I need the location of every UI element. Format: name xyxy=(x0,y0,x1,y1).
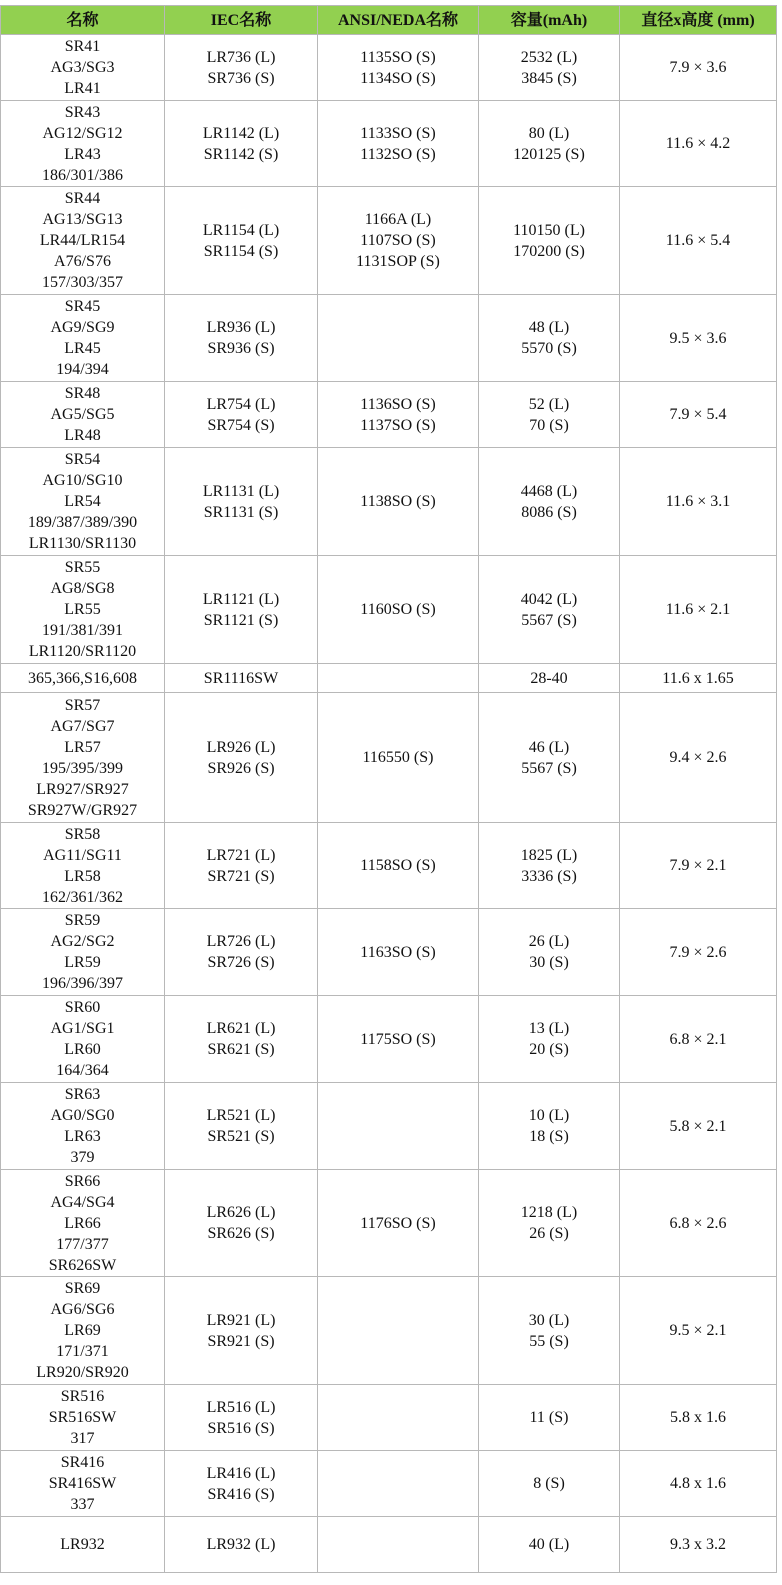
ansi-neda-cell xyxy=(318,1517,479,1573)
cell-text-line: SR48 xyxy=(64,385,101,402)
iec-name-cell xyxy=(165,556,318,664)
dimensions-cell xyxy=(620,187,777,295)
cell-text-line: 162/361/362 xyxy=(42,888,123,906)
name-cell xyxy=(1,382,165,448)
ansi-neda-cell xyxy=(318,448,479,556)
cell-text-line: 195/395/399 xyxy=(42,759,123,777)
battery-spec-table xyxy=(0,5,777,1573)
cell-text-line: 8086 (S) xyxy=(521,503,577,521)
cell-text-line: 7.9 × 2.6 xyxy=(669,943,727,961)
dimensions-cell xyxy=(620,1170,777,1277)
cell-text-line: 317 xyxy=(70,1430,95,1447)
cell-text-line: 164/364 xyxy=(56,1062,109,1079)
cell-text-line: LR927/SR927 xyxy=(36,780,129,798)
cell-text-line: LR58 xyxy=(64,867,101,885)
cell-text-line: 186/301/386 xyxy=(42,166,123,184)
cell-text-line: LR1142 (L) xyxy=(202,124,280,142)
cell-text-line: LR516 (L) xyxy=(206,1398,276,1416)
table-row xyxy=(1,448,777,556)
cell-text-line: SR54 xyxy=(64,451,101,468)
cell-text-line: 171/371 xyxy=(56,1343,109,1360)
cell-text-line: SR59 xyxy=(64,912,101,929)
name-cell xyxy=(1,1385,165,1451)
dimensions-cell xyxy=(620,664,777,693)
cell-text-line: AG4/SG4 xyxy=(50,1193,115,1211)
cell-text-line: 196/396/397 xyxy=(42,975,123,992)
header-name: 名称 xyxy=(1,6,165,35)
cell-text-line: SR1116SW xyxy=(203,669,279,687)
cell-text-line: 55 (S) xyxy=(529,1332,569,1350)
cell-text-line: SR621 (S) xyxy=(207,1041,275,1058)
cell-text-line: 5570 (S) xyxy=(521,340,577,357)
dimensions-cell xyxy=(620,909,777,996)
cell-text-line: 1158SO (S) xyxy=(360,857,436,874)
cell-text-line: LR41 xyxy=(64,80,101,97)
cell-text-line: 28-40 xyxy=(530,669,568,687)
cell-text-line: LR726 (L) xyxy=(206,933,276,950)
cell-text-line: SR927W/GR927 xyxy=(27,801,138,819)
name-cell xyxy=(1,823,165,909)
table-row xyxy=(1,664,777,693)
cell-text-line: 7.9 × 5.4 xyxy=(669,406,727,423)
table-row xyxy=(1,101,777,187)
cell-text-line: 3845 (S) xyxy=(521,69,577,87)
cell-text-line: SR1154 (S) xyxy=(203,242,279,260)
dimensions-cell xyxy=(620,35,777,101)
cell-text-line: LR921 (L) xyxy=(206,1311,276,1329)
iec-name-cell xyxy=(165,295,318,382)
cell-text-line: 9.5 × 2.1 xyxy=(669,1322,727,1339)
table-row xyxy=(1,1451,777,1517)
cell-text-line: SR736 (S) xyxy=(207,69,275,87)
cell-text-line: 1825 (L) xyxy=(520,846,578,864)
cell-text-line: 1163SO (S) xyxy=(360,943,436,961)
cell-text-line: SR921 (S) xyxy=(207,1332,275,1350)
dimensions-cell xyxy=(620,382,777,448)
ansi-neda-cell xyxy=(318,187,479,295)
cell-text-line: LR621 (L) xyxy=(206,1020,276,1037)
cell-text-line: 189/387/389/390 xyxy=(27,514,138,531)
cell-text-line: SR626 (S) xyxy=(207,1225,275,1242)
table-row xyxy=(1,1517,777,1573)
cell-text-line: 2532 (L) xyxy=(520,48,578,66)
header-ansi-neda-name: ANSI/NEDA名称 xyxy=(318,6,479,35)
cell-text-line: 170200 (S) xyxy=(513,242,585,260)
cell-text-line: 1136SO (S) xyxy=(360,395,436,413)
name-cell xyxy=(1,35,165,101)
dimensions-cell xyxy=(620,295,777,382)
cell-text-line: 70 (S) xyxy=(529,416,569,434)
cell-text-line: 177/377 xyxy=(56,1235,109,1253)
cell-text-line: 1160SO (S) xyxy=(360,601,436,618)
name-cell xyxy=(1,1517,165,1573)
cell-text-line: 26 (S) xyxy=(529,1225,569,1242)
ansi-neda-cell xyxy=(318,823,479,909)
cell-text-line: LR54 xyxy=(64,493,101,510)
cell-text-line: 8 (S) xyxy=(533,1475,565,1492)
cell-text-line: SR55 xyxy=(64,559,101,576)
cell-text-line: LR721 (L) xyxy=(206,846,276,864)
cell-text-line: 337 xyxy=(70,1496,95,1513)
ansi-neda-cell xyxy=(318,909,479,996)
cell-text-line: 13 (L) xyxy=(528,1020,570,1037)
dimensions-cell xyxy=(620,1083,777,1170)
cell-text-line: LR1121 (L) xyxy=(202,590,280,608)
cell-text-line: LR55 xyxy=(64,601,101,618)
cell-text-line: AG11/SG11 xyxy=(43,846,122,864)
capacity-cell xyxy=(479,448,620,556)
cell-text-line: 6.8 × 2.6 xyxy=(669,1214,727,1232)
cell-text-line: LR754 (L) xyxy=(206,395,276,413)
cell-text-line: SR57 xyxy=(64,696,101,714)
name-cell xyxy=(1,1170,165,1277)
dimensions-cell xyxy=(620,693,777,823)
cell-text-line: 6.8 × 2.1 xyxy=(669,1030,727,1048)
cell-text-line: SR936 (S) xyxy=(207,340,275,357)
cell-text-line: SR69 xyxy=(64,1280,101,1297)
header-iec-name: IEC名称 xyxy=(165,6,318,35)
cell-text-line: 52 (L) xyxy=(528,395,570,413)
cell-text-line: 1134SO (S) xyxy=(360,69,436,87)
name-cell xyxy=(1,1451,165,1517)
cell-text-line: 46 (L) xyxy=(528,738,570,756)
name-cell xyxy=(1,1277,165,1385)
cell-text-line: SR60 xyxy=(64,999,101,1016)
ansi-neda-cell xyxy=(318,1385,479,1451)
header-capacity: 容量(mAh) xyxy=(479,6,620,35)
table-row xyxy=(1,693,777,823)
cell-text-line: 9.3 x 3.2 xyxy=(670,1536,726,1553)
name-cell xyxy=(1,448,165,556)
iec-name-cell xyxy=(165,101,318,187)
cell-text-line: SR416 (S) xyxy=(207,1485,275,1503)
capacity-cell xyxy=(479,1170,620,1277)
cell-text-line: 191/381/391 xyxy=(42,622,123,639)
iec-name-cell xyxy=(165,35,318,101)
cell-text-line: 1137SO (S) xyxy=(360,416,436,434)
name-cell xyxy=(1,556,165,664)
name-cell xyxy=(1,295,165,382)
name-cell xyxy=(1,996,165,1083)
ansi-neda-cell xyxy=(318,693,479,823)
table-row xyxy=(1,1083,777,1170)
cell-text-line: 1176SO (S) xyxy=(360,1214,436,1232)
iec-name-cell xyxy=(165,996,318,1083)
cell-text-line: 11 (S) xyxy=(529,1409,569,1426)
cell-text-line: 48 (L) xyxy=(528,319,570,336)
iec-name-cell xyxy=(165,909,318,996)
cell-text-line: 30 (S) xyxy=(529,954,569,971)
cell-text-line: LR626 (L) xyxy=(206,1204,276,1221)
cell-text-line: LR736 (L) xyxy=(206,48,276,66)
capacity-cell xyxy=(479,693,620,823)
cell-text-line: 5.8 × 2.1 xyxy=(669,1117,727,1135)
cell-text-line: 26 (L) xyxy=(528,933,570,950)
table-row xyxy=(1,35,777,101)
iec-name-cell xyxy=(165,187,318,295)
name-cell xyxy=(1,101,165,187)
name-cell xyxy=(1,664,165,693)
capacity-cell xyxy=(479,909,620,996)
cell-text-line: 5.8 x 1.6 xyxy=(670,1409,726,1426)
cell-text-line: AG1/SG1 xyxy=(50,1020,115,1037)
cell-text-line: SR516 (S) xyxy=(207,1419,275,1437)
cell-text-line: 1138SO (S) xyxy=(360,493,436,510)
cell-text-line: 11.6 × 4.2 xyxy=(665,135,731,152)
capacity-cell xyxy=(479,823,620,909)
iec-name-cell xyxy=(165,823,318,909)
cell-text-line: 1166A (L) xyxy=(364,211,432,228)
cell-text-line: 11.6 × 3.1 xyxy=(665,493,731,510)
cell-text-line: SR63 xyxy=(64,1086,101,1103)
cell-text-line: 1135SO (S) xyxy=(360,48,436,66)
table-row xyxy=(1,382,777,448)
cell-text-line: LR63 xyxy=(64,1128,101,1145)
cell-text-line: 20 (S) xyxy=(529,1041,569,1058)
capacity-cell xyxy=(479,101,620,187)
ansi-neda-cell xyxy=(318,101,479,187)
cell-text-line: SR926 (S) xyxy=(207,759,275,777)
cell-text-line: LR1131 (L) xyxy=(202,482,280,500)
cell-text-line: AG13/SG13 xyxy=(42,211,123,228)
cell-text-line: AG5/SG5 xyxy=(50,406,115,423)
iec-name-cell xyxy=(165,1083,318,1170)
capacity-cell xyxy=(479,1451,620,1517)
cell-text-line: 1132SO (S) xyxy=(360,145,436,163)
cell-text-line: 116550 (S) xyxy=(362,749,434,766)
table-row xyxy=(1,823,777,909)
ansi-neda-cell xyxy=(318,1170,479,1277)
cell-text-line: SR43 xyxy=(64,103,101,121)
ansi-neda-cell xyxy=(318,1083,479,1170)
cell-text-line: LR59 xyxy=(64,954,101,971)
cell-text-line: SR41 xyxy=(64,38,101,55)
cell-text-line: 11.6 × 2.1 xyxy=(665,601,731,618)
dimensions-cell xyxy=(620,1451,777,1517)
cell-text-line: LR43 xyxy=(64,145,101,163)
cell-text-line: 4.8 x 1.6 xyxy=(670,1475,726,1492)
cell-text-line: SR1142 (S) xyxy=(203,145,279,163)
cell-text-line: A76/S76 xyxy=(54,253,111,270)
cell-text-line: LR45 xyxy=(64,340,101,357)
cell-text-line: 5567 (S) xyxy=(521,611,577,629)
cell-text-line: SR44 xyxy=(64,190,101,207)
cell-text-line: 7.9 × 3.6 xyxy=(669,59,727,76)
dimensions-cell xyxy=(620,101,777,187)
iec-name-cell xyxy=(165,382,318,448)
cell-text-line: LR521 (L) xyxy=(206,1107,276,1124)
table-row xyxy=(1,187,777,295)
cell-text-line: LR416 (L) xyxy=(206,1464,276,1482)
cell-text-line: LR60 xyxy=(64,1041,101,1058)
table-row xyxy=(1,295,777,382)
cell-text-line: 80 (L) xyxy=(528,124,570,142)
ansi-neda-cell xyxy=(318,295,479,382)
ansi-neda-cell xyxy=(318,664,479,693)
capacity-cell xyxy=(479,187,620,295)
cell-text-line: AG0/SG0 xyxy=(50,1107,115,1124)
cell-text-line: 157/303/357 xyxy=(42,274,123,291)
cell-text-line: AG2/SG2 xyxy=(50,933,115,950)
cell-text-line: 11.6 x 1.65 xyxy=(662,669,734,687)
iec-name-cell xyxy=(165,1277,318,1385)
cell-text-line: 5567 (S) xyxy=(521,759,577,777)
cell-text-line: LR66 xyxy=(64,1214,101,1232)
dimensions-cell xyxy=(620,996,777,1083)
capacity-cell xyxy=(479,1385,620,1451)
name-cell xyxy=(1,693,165,823)
iec-name-cell xyxy=(165,1170,318,1277)
cell-text-line: LR920/SR920 xyxy=(36,1364,129,1381)
cell-text-line: SR721 (S) xyxy=(207,867,275,885)
capacity-cell xyxy=(479,1517,620,1573)
cell-text-line: 194/394 xyxy=(56,361,109,378)
table-header-row xyxy=(1,6,777,35)
capacity-cell xyxy=(479,35,620,101)
cell-text-line: 1218 (L) xyxy=(520,1204,578,1221)
table-row xyxy=(1,1170,777,1277)
cell-text-line: AG3/SG3 xyxy=(50,59,115,76)
cell-text-line: AG12/SG12 xyxy=(42,124,123,142)
cell-text-line: SR416SW xyxy=(48,1475,117,1492)
dimensions-cell xyxy=(620,1277,777,1385)
cell-text-line: SR626SW xyxy=(48,1256,117,1274)
cell-text-line: LR936 (L) xyxy=(206,319,276,336)
cell-text-line: 40 (L) xyxy=(528,1536,570,1553)
cell-text-line: SR416 xyxy=(60,1454,105,1471)
name-cell xyxy=(1,187,165,295)
cell-text-line: SR516 xyxy=(60,1388,105,1405)
cell-text-line: LR69 xyxy=(64,1322,101,1339)
dimensions-cell xyxy=(620,556,777,664)
ansi-neda-cell xyxy=(318,35,479,101)
capacity-cell xyxy=(479,996,620,1083)
capacity-cell xyxy=(479,1277,620,1385)
cell-text-line: AG9/SG9 xyxy=(50,319,115,336)
cell-text-line: 10 (L) xyxy=(528,1107,570,1124)
iec-name-cell xyxy=(165,1517,318,1573)
cell-text-line: SR521 (S) xyxy=(207,1128,275,1145)
dimensions-cell xyxy=(620,1385,777,1451)
cell-text-line: SR516SW xyxy=(48,1409,117,1426)
capacity-cell xyxy=(479,1083,620,1170)
table-row xyxy=(1,556,777,664)
capacity-cell xyxy=(479,664,620,693)
cell-text-line: LR48 xyxy=(64,427,101,444)
capacity-cell xyxy=(479,556,620,664)
cell-text-line: LR932 xyxy=(60,1536,105,1553)
cell-text-line: 1131SOP (S) xyxy=(356,253,440,270)
cell-text-line: AG10/SG10 xyxy=(42,472,123,489)
ansi-neda-cell xyxy=(318,996,479,1083)
cell-text-line: LR57 xyxy=(64,738,101,756)
cell-text-line: SR45 xyxy=(64,298,101,315)
cell-text-line: SR726 (S) xyxy=(207,954,275,971)
name-cell xyxy=(1,1083,165,1170)
cell-text-line: SR1131 (S) xyxy=(203,503,279,521)
cell-text-line: 365,366,S16,608 xyxy=(28,669,137,687)
cell-text-line: 110150 (L) xyxy=(513,221,585,239)
cell-text-line: SR754 (S) xyxy=(207,416,275,434)
cell-text-line: LR44/LR154 xyxy=(39,232,126,249)
dimensions-cell xyxy=(620,823,777,909)
table-row xyxy=(1,1385,777,1451)
cell-text-line: 30 (L) xyxy=(528,1311,570,1329)
cell-text-line: LR1154 (L) xyxy=(202,221,280,239)
cell-text-line: LR926 (L) xyxy=(206,738,276,756)
cell-text-line: LR1130/SR1130 xyxy=(28,535,137,552)
ansi-neda-cell xyxy=(318,382,479,448)
table-row xyxy=(1,1277,777,1385)
cell-text-line: 18 (S) xyxy=(529,1128,569,1145)
cell-text-line: AG6/SG6 xyxy=(50,1301,115,1318)
cell-text-line: AG8/SG8 xyxy=(50,580,115,597)
cell-text-line: SR66 xyxy=(64,1172,101,1190)
header-dimensions: 直径x高度 (mm) xyxy=(620,6,777,35)
table-body xyxy=(1,35,777,1573)
cell-text-line: 9.5 × 3.6 xyxy=(669,329,727,347)
cell-text-line: 4468 (L) xyxy=(520,482,578,500)
cell-text-line: 1107SO (S) xyxy=(360,232,436,249)
cell-text-line: 1133SO (S) xyxy=(360,124,436,142)
cell-text-line: LR932 (L) xyxy=(206,1536,276,1553)
cell-text-line: AG7/SG7 xyxy=(50,717,115,735)
cell-text-line: SR58 xyxy=(64,825,101,843)
cell-text-line: SR1121 (S) xyxy=(203,611,279,629)
table-row xyxy=(1,909,777,996)
cell-text-line: 4042 (L) xyxy=(520,590,578,608)
cell-text-line: 7.9 × 2.1 xyxy=(669,857,727,874)
cell-text-line: 379 xyxy=(70,1149,95,1166)
iec-name-cell xyxy=(165,448,318,556)
ansi-neda-cell xyxy=(318,1451,479,1517)
capacity-cell xyxy=(479,295,620,382)
ansi-neda-cell xyxy=(318,1277,479,1385)
dimensions-cell xyxy=(620,1517,777,1573)
ansi-neda-cell xyxy=(318,556,479,664)
cell-text-line: LR1120/SR1120 xyxy=(28,643,137,660)
cell-text-line: 1175SO (S) xyxy=(360,1030,436,1048)
name-cell xyxy=(1,909,165,996)
cell-text-line: 120125 (S) xyxy=(513,145,585,163)
iec-name-cell xyxy=(165,1451,318,1517)
iec-name-cell xyxy=(165,1385,318,1451)
cell-text-line: 9.4 × 2.6 xyxy=(669,749,727,766)
iec-name-cell xyxy=(165,693,318,823)
dimensions-cell xyxy=(620,448,777,556)
cell-text-line: 3336 (S) xyxy=(521,867,577,885)
iec-name-cell xyxy=(165,664,318,693)
table-row xyxy=(1,996,777,1083)
capacity-cell xyxy=(479,382,620,448)
cell-text-line: 11.6 × 5.4 xyxy=(665,232,731,249)
